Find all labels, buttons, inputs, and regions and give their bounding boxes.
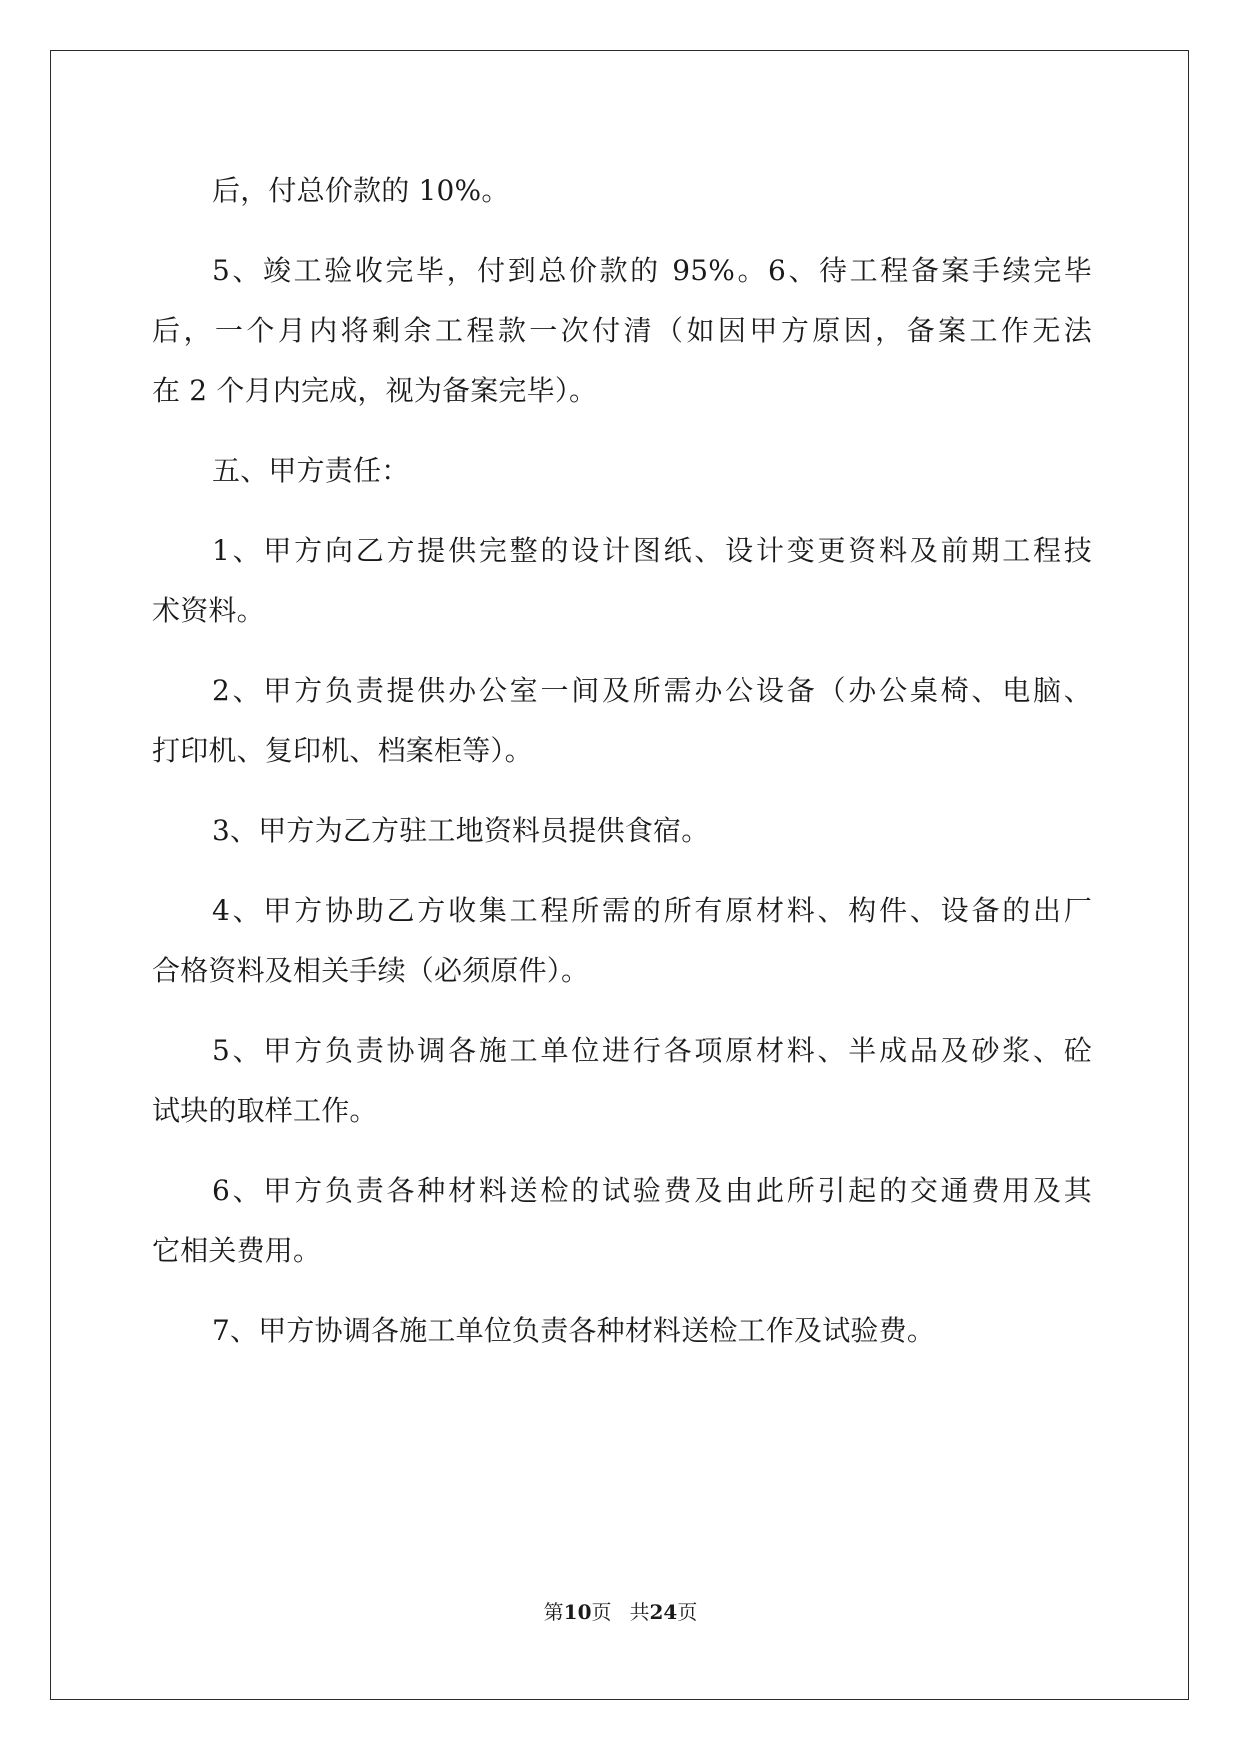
paragraph-line: 试块的取样工作。 <box>152 1094 378 1127</box>
paragraph-line: 3、甲方为乙方驻工地资料员提供食宿。 <box>212 814 710 847</box>
page-prefix: 第 <box>543 1600 564 1624</box>
paragraph-line: 7、甲方协调各施工单位负责各种材料送检工作及试验费。 <box>212 1314 936 1347</box>
paragraph-line: 4、甲方协助乙方收集工程所需的所有原材料、构件、设备的出厂 <box>212 894 1092 927</box>
paragraph-line: 它相关费用。 <box>152 1234 322 1267</box>
paragraph-line: 2、甲方负责提供办公室一间及所需办公设备（办公桌椅、电脑、 <box>212 674 1092 707</box>
page-footer <box>0 1598 1241 1626</box>
paragraph-line: 5、竣工验收完毕，付到总价款的 95%。6、待工程备案手续完毕 <box>212 254 1092 287</box>
page-border <box>50 50 1189 1700</box>
paragraph-line: 后，付总价款的 10%。 <box>212 174 510 207</box>
page-total: 24 <box>649 1600 678 1624</box>
paragraph-line: 后，一个月内将剩余工程款一次付清（如因甲方原因，备案工作无法 <box>152 314 1092 347</box>
total-prefix: 共 <box>629 1600 650 1624</box>
paragraph-line: 在 2 个月内完成，视为备案完毕）。 <box>152 374 598 407</box>
section-heading: 五、甲方责任： <box>212 454 410 487</box>
paragraph-line: 5、甲方负责协调各施工单位进行各项原材料、半成品及砂浆、砼 <box>212 1034 1092 1067</box>
page-unit: 页 <box>591 1600 612 1624</box>
total-unit: 页 <box>677 1600 698 1624</box>
page-current: 10 <box>563 1600 592 1624</box>
paragraph-line: 合格资料及相关手续（必须原件）。 <box>152 954 590 987</box>
paragraph-line: 术资料。 <box>152 594 265 627</box>
paragraph-line: 1、甲方向乙方提供完整的设计图纸、设计变更资料及前期工程技 <box>212 534 1092 567</box>
paragraph-line: 6、甲方负责各种材料送检的试验费及由此所引起的交通费用及其 <box>212 1174 1092 1207</box>
paragraph-line: 打印机、复印机、档案柜等）。 <box>152 734 533 767</box>
